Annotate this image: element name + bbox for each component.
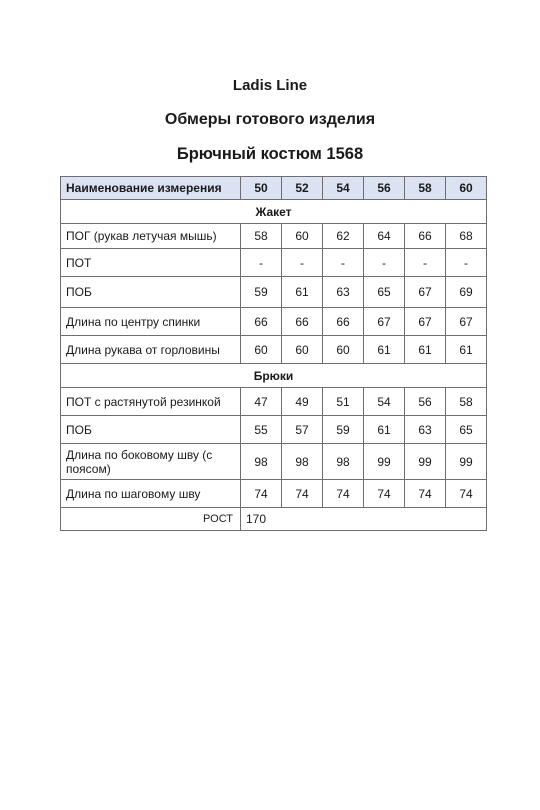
measurement-value: 66: [405, 224, 446, 249]
table-row: [61, 388, 487, 416]
measurement-value: -: [323, 249, 364, 277]
measurement-value: 99: [446, 444, 487, 480]
measurements-table: [60, 176, 487, 531]
table-row: [61, 336, 487, 364]
measurement-value: 99: [405, 444, 446, 480]
measurement-value: 74: [364, 480, 405, 508]
measurement-value: -: [282, 249, 323, 277]
table-row: [61, 480, 487, 508]
measurement-label: Длина рукава от горловины: [61, 336, 241, 364]
table-row: [61, 277, 487, 308]
measurement-value: 61: [405, 336, 446, 364]
measurement-value: 57: [282, 416, 323, 444]
measurement-value: 47: [241, 388, 282, 416]
measurement-label: Длина по боковому шву (с поясом): [61, 444, 241, 480]
measurement-value: 65: [446, 416, 487, 444]
measurement-value: 98: [241, 444, 282, 480]
measurement-label: ПОТ: [61, 249, 241, 277]
measurement-value: 55: [241, 416, 282, 444]
measurement-value: 61: [364, 336, 405, 364]
measurement-value: 74: [241, 480, 282, 508]
size-header: 56: [364, 177, 405, 200]
measurement-value: 67: [405, 277, 446, 308]
measurement-value: 49: [282, 388, 323, 416]
table-row: [61, 444, 487, 480]
size-header: 60: [446, 177, 487, 200]
size-header: 58: [405, 177, 446, 200]
measurement-value: -: [405, 249, 446, 277]
measurement-value: 69: [446, 277, 487, 308]
measurement-value: 99: [364, 444, 405, 480]
measurement-value: 66: [241, 308, 282, 336]
measurement-label: Длина по центру спинки: [61, 308, 241, 336]
table-row: [61, 308, 487, 336]
measurement-value: 61: [282, 277, 323, 308]
size-header: 50: [241, 177, 282, 200]
measurement-value: 58: [446, 388, 487, 416]
measurement-value: 60: [323, 336, 364, 364]
measurement-value: 64: [364, 224, 405, 249]
measurement-value: 61: [364, 416, 405, 444]
measurement-value: 60: [282, 336, 323, 364]
measurement-value: 66: [323, 308, 364, 336]
measurement-value: 66: [282, 308, 323, 336]
measurement-value: 98: [282, 444, 323, 480]
measurement-value: 54: [364, 388, 405, 416]
height-value: 170: [241, 508, 487, 531]
measurement-value: 62: [323, 224, 364, 249]
section-row-jacket: [61, 200, 487, 224]
measurement-value: -: [364, 249, 405, 277]
measurement-value: 58: [241, 224, 282, 249]
measurement-value: 98: [323, 444, 364, 480]
measurement-label: ПОГ (рукав летучая мышь): [61, 224, 241, 249]
measurement-label: ПОБ: [61, 277, 241, 308]
measurement-value: 63: [405, 416, 446, 444]
measurement-value: 56: [405, 388, 446, 416]
section-row-trousers: [61, 364, 487, 388]
measurement-value: -: [241, 249, 282, 277]
measurement-value: 74: [323, 480, 364, 508]
measurement-value: 65: [364, 277, 405, 308]
measurement-value: 51: [323, 388, 364, 416]
measurement-value: 63: [323, 277, 364, 308]
measurement-value: 74: [282, 480, 323, 508]
section-title: Жакет: [61, 200, 487, 224]
measurement-value: 74: [446, 480, 487, 508]
table-row: [61, 249, 487, 277]
document-title: Обмеры готового изделия: [164, 111, 376, 128]
measurement-label: ПОТ с растянутой резинкой: [61, 388, 241, 416]
measurement-name-header: Наименование измерения: [61, 177, 241, 200]
measurement-label: Длина по шаговому шву: [61, 480, 241, 508]
measurement-value: 60: [282, 224, 323, 249]
measurement-value: 60: [241, 336, 282, 364]
height-row: [61, 508, 487, 531]
size-header: 52: [282, 177, 323, 200]
measurement-value: 67: [364, 308, 405, 336]
measurement-value: 68: [446, 224, 487, 249]
measurement-value: 61: [446, 336, 487, 364]
table-row: [61, 416, 487, 444]
measurement-value: 74: [405, 480, 446, 508]
measurement-value: 59: [323, 416, 364, 444]
section-title: Брюки: [61, 364, 487, 388]
table-row: [61, 224, 487, 249]
brand-name: Ladis Line: [232, 77, 308, 94]
product-title: Брючный костюм 1568: [176, 145, 364, 163]
height-label: РОСТ: [61, 508, 241, 531]
size-header: 54: [323, 177, 364, 200]
measurement-value: 67: [446, 308, 487, 336]
measurement-value: 59: [241, 277, 282, 308]
measurement-value: -: [446, 249, 487, 277]
table-header-row: [61, 177, 487, 200]
measurement-label: ПОБ: [61, 416, 241, 444]
measurement-value: 67: [405, 308, 446, 336]
